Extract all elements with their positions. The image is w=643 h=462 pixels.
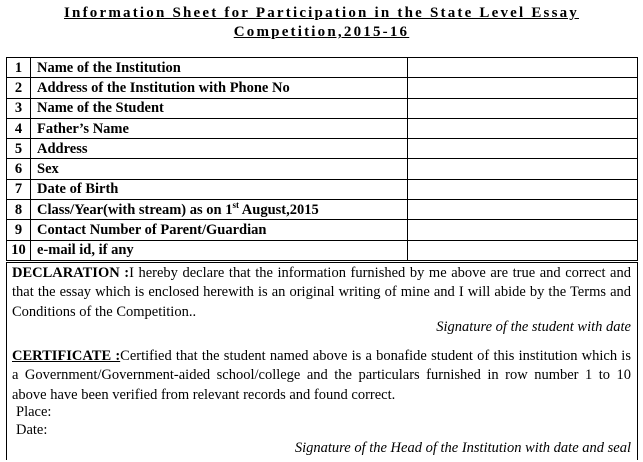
row-label-text: Class/Year(with stream) as on 1 (37, 201, 233, 218)
head-signature-label: Signature of the Head of the Institution with date and seal (294, 440, 631, 456)
information-table (6, 57, 638, 261)
row-value-field[interactable] (408, 118, 638, 138)
row-label (31, 200, 408, 220)
table-row (7, 118, 638, 138)
table-row (7, 139, 638, 159)
row-number: 5 (7, 139, 31, 159)
declaration-heading: DECLARATION : (12, 265, 130, 281)
date-label: Date: (16, 422, 48, 438)
title-line-2: Competition,2015-16 (233, 24, 410, 40)
certificate-section (12, 347, 631, 405)
row-label: Contact Number of Parent/Guardian (31, 220, 408, 240)
row-value-field[interactable] (408, 220, 638, 240)
row-value-field[interactable] (408, 179, 638, 199)
row-value-field[interactable] (408, 98, 638, 118)
title-line-1: Information Sheet for Participation in the State Level Essay (63, 5, 580, 21)
row-value-field[interactable] (408, 58, 638, 78)
row-number: 9 (7, 220, 31, 240)
row-label-text-end: August,2015 (238, 201, 319, 218)
row-number: 4 (7, 118, 31, 138)
table-row (7, 78, 638, 98)
declaration-text: I hereby declare that the information furnished by me above are true and correct and that the essay which is enclosed herewith is an original writing of mine and I will abide by the Terms and Conditions of the Competition.. (12, 265, 631, 320)
row-number: 2 (7, 78, 31, 98)
row-label-superscript: st (232, 199, 239, 210)
student-signature-label: Signature of the student with date (436, 319, 631, 335)
declaration-section (12, 264, 631, 322)
row-label: Address (31, 139, 408, 159)
row-value-field[interactable] (408, 240, 638, 260)
row-number: 1 (7, 58, 31, 78)
table-row (7, 58, 638, 78)
table-row (7, 98, 638, 118)
table-row (7, 240, 638, 260)
row-value-field[interactable] (408, 78, 638, 98)
row-value-field[interactable] (408, 139, 638, 159)
row-number: 10 (7, 240, 31, 260)
table-row (7, 159, 638, 179)
table-row (7, 220, 638, 240)
row-value-field[interactable] (408, 159, 638, 179)
row-label: Father’s Name (31, 118, 408, 138)
row-label: Name of the Institution (31, 58, 408, 78)
row-number: 7 (7, 179, 31, 199)
row-label: Sex (31, 159, 408, 179)
row-label: Date of Birth (31, 179, 408, 199)
row-number: 6 (7, 159, 31, 179)
row-label: Address of the Institution with Phone No (31, 78, 408, 98)
row-number: 8 (7, 200, 31, 220)
row-number: 3 (7, 98, 31, 118)
document-title (0, 4, 643, 42)
place-label: Place: (16, 404, 52, 420)
row-value-field[interactable] (408, 200, 638, 220)
certificate-heading: CERTIFICATE : (12, 348, 121, 364)
row-label: Name of the Student (31, 98, 408, 118)
table-row (7, 200, 638, 220)
table-row (7, 179, 638, 199)
certificate-text: Certified that the student named above is a bonafide student of this institution which is a Government/Government-aided school/college and the particulars furnished in row number 1 to 10 above have been verified from relevant records and found correct. (12, 348, 631, 403)
row-label: e-mail id, if any (31, 240, 408, 260)
